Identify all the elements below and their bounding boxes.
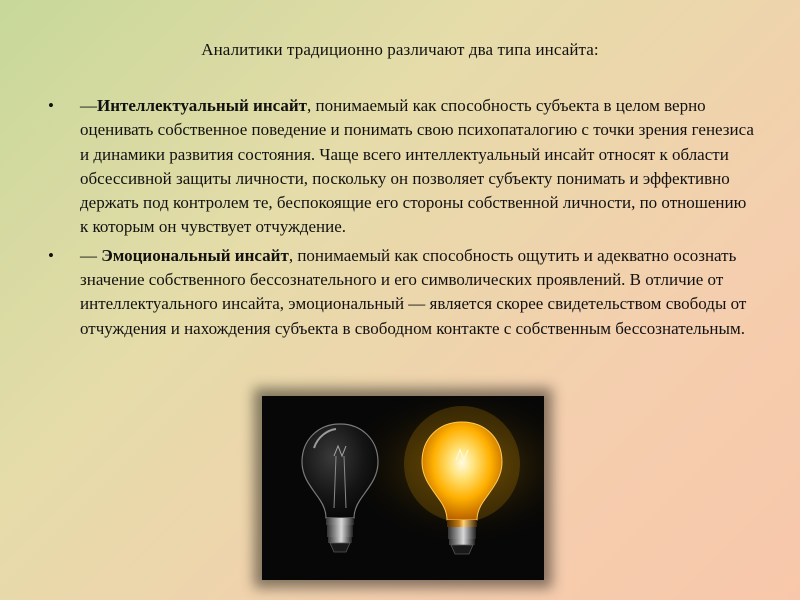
bullet-term: Интеллектуальный инсайт	[97, 96, 308, 115]
lightbulbs-photo	[262, 396, 544, 580]
bullet-intellectual-insight	[45, 94, 757, 240]
bullet-text: , понимаемый как способность субъекта в целом верно оценивать собственное поведение и понимать свою психопаталогию с точки зрения генезиса и динамики развития состояния. Чаще всего интеллектуальный инсайт относят к области обсессивной защиты личности, поскольку он позволяет субъекту понимать и эффективно держать под контролем те, беспокоящие его стороны собственной личности, по отношению к которым он чувствует отчуждение.	[80, 96, 754, 237]
bullet-emotional-insight	[45, 244, 757, 341]
bullet-term: Эмоциональный инсайт	[101, 245, 289, 265]
bullet-lead: —	[80, 96, 97, 115]
slide-title: Аналитики традиционно различают два типа инсайта:	[201, 40, 599, 59]
bullet-lead: —	[80, 245, 102, 265]
bullet-marker: •	[48, 96, 54, 115]
bullet-text: , понимаемый как способность ощутить и адекватно осознать значение собственного бессознательного и его символических проявлений. В отличие от интеллектуального инсайта, эмоциональный — является скорее свидетельством свободы от отчуждения и нахождения субъекта в свободном контакте с собственным бессознательным.	[80, 245, 747, 338]
bullet-marker: •	[48, 245, 54, 265]
bullet-list	[45, 94, 757, 345]
